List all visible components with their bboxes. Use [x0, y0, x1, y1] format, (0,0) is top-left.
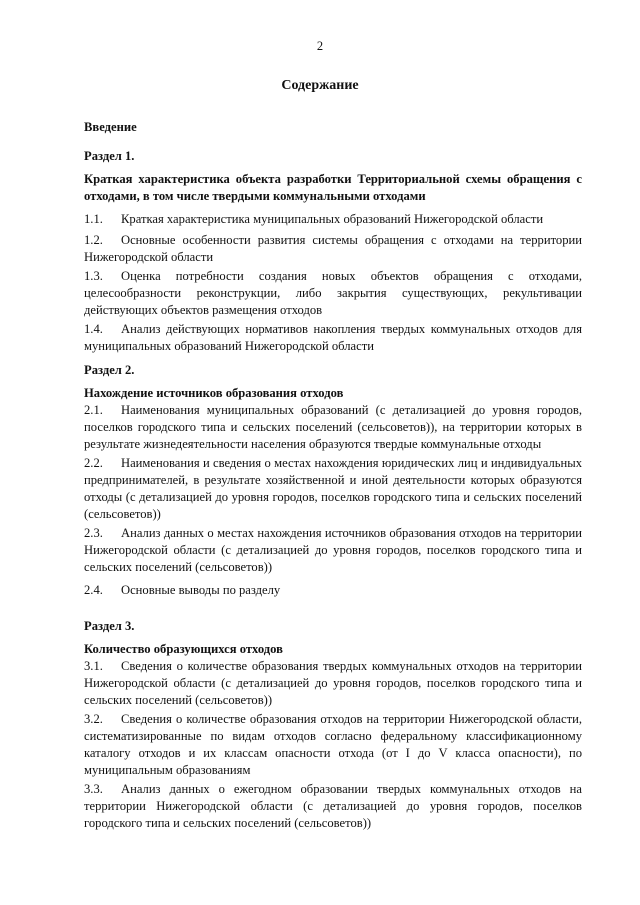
- toc-entry: [84, 268, 582, 319]
- toc-entry-text: Сведения о количестве образования твердых коммунальных отходов на территории Нижегородской области (с детализацией до уровня городов, поселков городского типа и сельских поселений (сельсоветов)): [84, 659, 582, 707]
- toc-entry-number: 3.1.: [84, 659, 103, 673]
- toc-entry: [84, 781, 582, 832]
- toc-entry-text: Основные выводы по разделу: [121, 583, 281, 597]
- toc-entry-number: 1.1.: [84, 212, 103, 226]
- toc-entry-text: Анализ данных о ежегодном образовании твердых коммунальных отходов на территории Нижегородской области (с детализацией до уровня городов, поселков городского типа и сельских поселений (сельсоветов)): [84, 782, 582, 830]
- section-3: [84, 618, 582, 832]
- toc-entry-number: 3.2.: [84, 712, 103, 726]
- toc-entry: [84, 211, 582, 228]
- toc-entry: [84, 402, 582, 453]
- section-1: [84, 148, 582, 355]
- page-title: Содержание: [281, 78, 359, 93]
- page-number: 2: [316, 39, 324, 53]
- section-heading: Краткая характеристика объекта разработки Территориальной схемы обращения с отходами, в том числе твердыми коммунальными отходами: [84, 172, 582, 203]
- toc-entry-number: 1.3.: [84, 269, 103, 283]
- toc-entry-text: Анализ действующих нормативов накопления твердых коммунальных отходов для муниципальных образований Нижегородской области: [84, 322, 582, 353]
- toc-entry-text: Краткая характеристика муниципальных образований Нижегородской области: [121, 212, 544, 226]
- toc-entry-number: 2.2.: [84, 456, 103, 470]
- toc-entry: [84, 321, 582, 355]
- toc-entry-text: Наименования и сведения о местах нахождения юридических лиц и индивидуальных предпринимателей, в результате хозяйственной и иной деятельности которых образуются отходы (с детализацией до уровня городов, поселков городского типа и сельских поселений (сельсоветов)): [84, 456, 582, 521]
- toc-entry: [84, 582, 582, 599]
- intro-entry: [84, 119, 582, 136]
- section-heading: Количество образующихся отходов: [84, 642, 283, 656]
- toc-entry-number: 2.4.: [84, 583, 103, 597]
- section-label: Раздел 2.: [84, 363, 135, 377]
- toc-entry-number: 1.2.: [84, 233, 103, 247]
- toc-entry-text: Оценка потребности создания новых объектов обращения с отходами, целесообразности реконструкции, либо закрытия существующих, рекультивации действующих объектов размещения отходов: [84, 269, 582, 317]
- intro-heading: Введение: [84, 120, 137, 134]
- toc-entry-text: Основные особенности развития системы обращения с отходами на территории Нижегородской области: [84, 233, 582, 264]
- toc-entry: [84, 658, 582, 709]
- section-2: [84, 362, 582, 599]
- toc-entry: [84, 232, 582, 266]
- section-label: Раздел 1.: [84, 149, 135, 163]
- toc-entry: [84, 711, 582, 779]
- toc-entry-number: 3.3.: [84, 782, 103, 796]
- toc-entry: [84, 525, 582, 576]
- toc-entry-number: 2.1.: [84, 403, 103, 417]
- toc-entry-text: Анализ данных о местах нахождения источников образования отходов на территории Нижегородской области (с детализацией до уровня городов, поселков городского типа и сельских поселений (сельсоветов)): [84, 526, 582, 574]
- toc-entry-number: 2.3.: [84, 526, 103, 540]
- toc-entry-number: 1.4.: [84, 322, 103, 336]
- toc-entry: [84, 455, 582, 523]
- section-label: Раздел 3.: [84, 619, 135, 633]
- toc-entry-text: Сведения о количестве образования отходов на территории Нижегородской области, систематизированные по видам отходов согласно федеральному классификационному каталогу отходов и их классам опасности отхода (от I до V класса опасности), по муниципальным образованиям: [84, 712, 582, 777]
- section-heading: Нахождение источников образования отходов: [84, 386, 344, 400]
- toc-entry-text: Наименования муниципальных образований (с детализацией до уровня городов, поселков городского типа и сельских поселений (сельсоветов)), на территории которых в результате жизнедеятельности населения образуются твердые коммунальные отходы: [84, 403, 582, 451]
